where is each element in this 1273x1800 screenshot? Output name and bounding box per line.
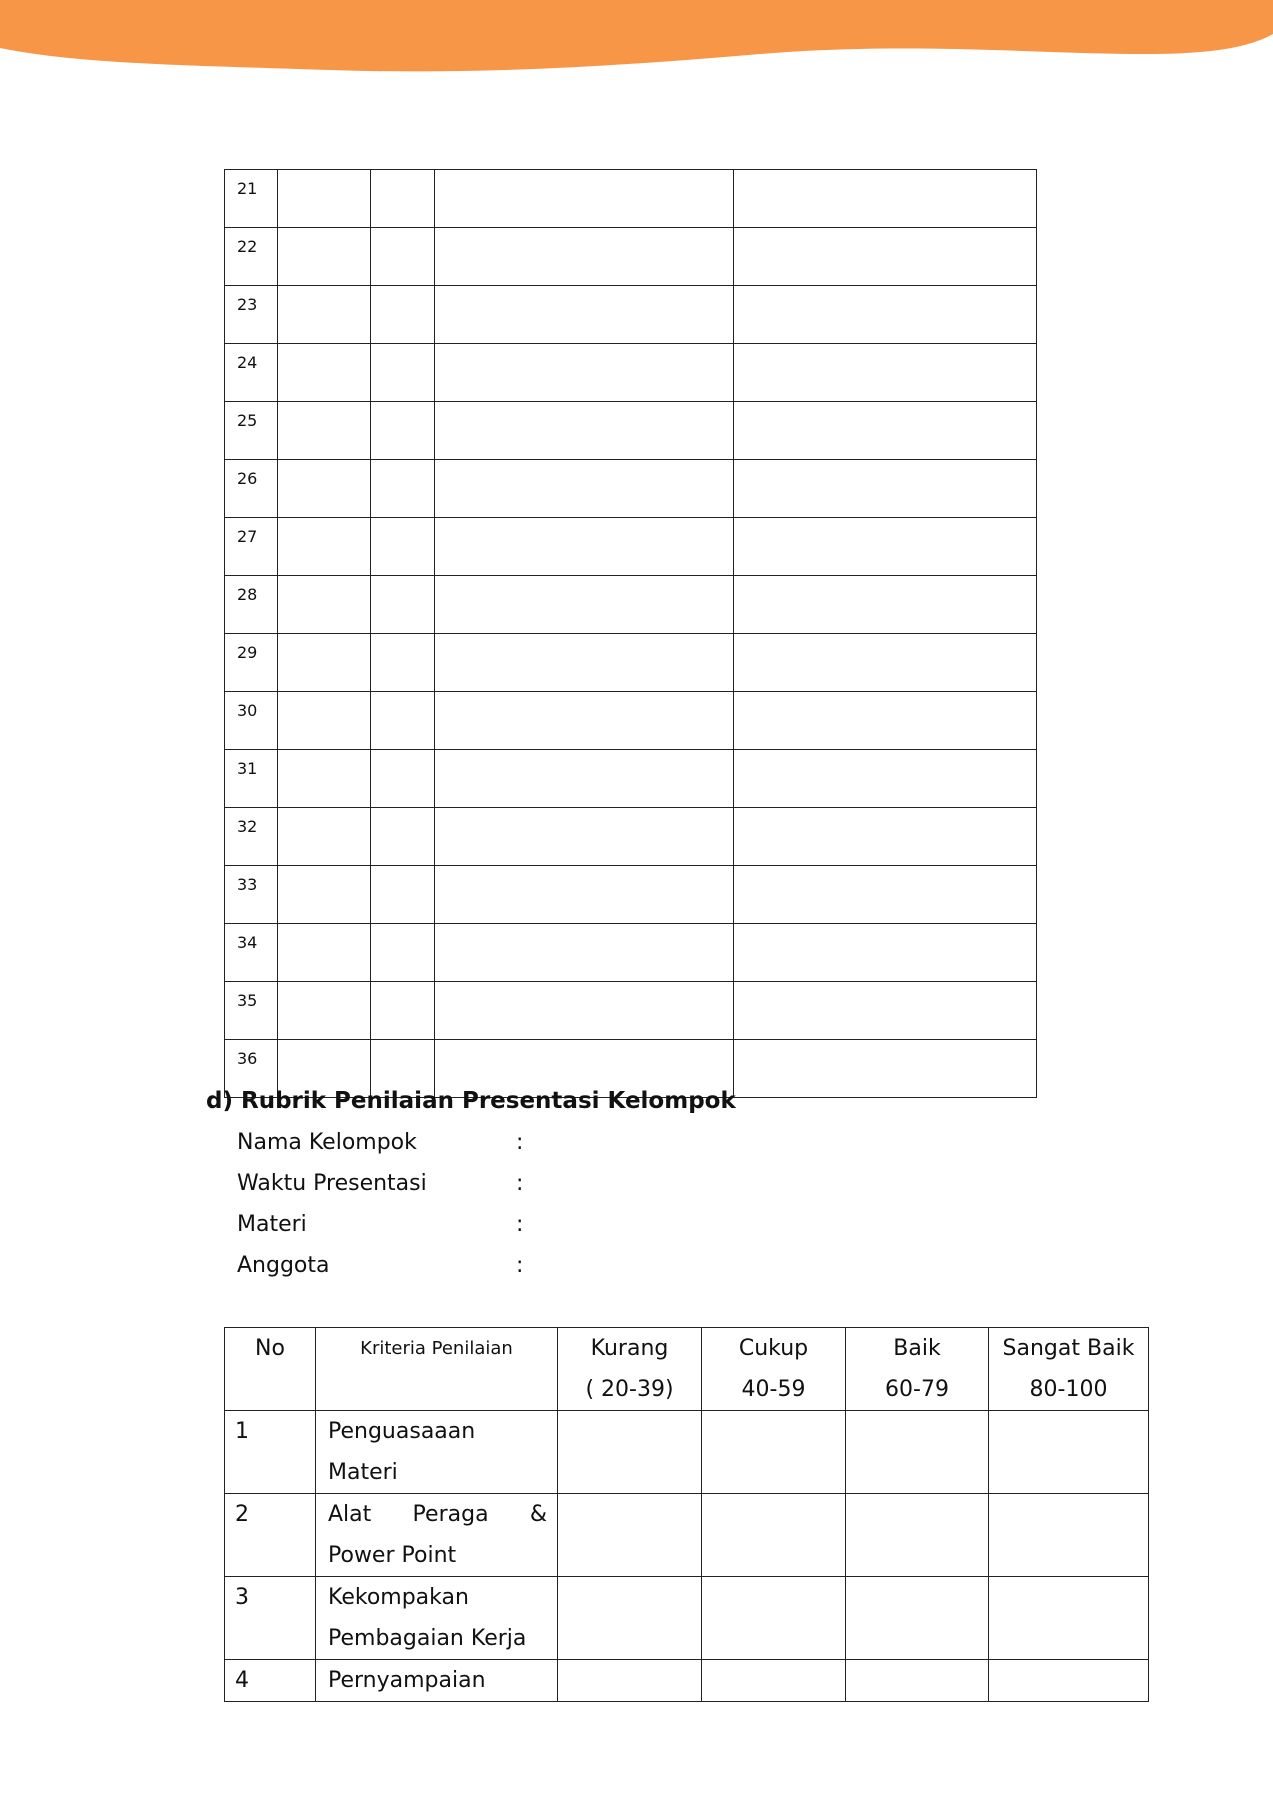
empty-cell[interactable]	[435, 460, 734, 518]
row-number: 35	[225, 982, 278, 1040]
row-number: 27	[225, 518, 278, 576]
header-cukup: Cukup 40-59	[702, 1328, 846, 1411]
empty-cell[interactable]	[278, 344, 371, 402]
field-label-nama-kelompok: Nama Kelompok	[237, 1130, 417, 1155]
table-row	[225, 866, 1037, 924]
empty-cell[interactable]	[278, 170, 371, 228]
score-cell-sangat-baik[interactable]	[989, 1577, 1149, 1660]
criteria-cell: Kekompakan Pembagaian Kerja	[316, 1577, 558, 1660]
table-row	[225, 634, 1037, 692]
empty-cell[interactable]	[371, 402, 435, 460]
rubric-table	[224, 1327, 1149, 1702]
score-cell-kurang[interactable]	[558, 1577, 702, 1660]
table-row	[225, 170, 1037, 228]
table-row	[225, 982, 1037, 1040]
table-row	[225, 344, 1037, 402]
empty-cell[interactable]	[371, 228, 435, 286]
empty-cell[interactable]	[371, 692, 435, 750]
empty-cell[interactable]	[371, 808, 435, 866]
empty-cell[interactable]	[435, 518, 734, 576]
empty-cell[interactable]	[435, 692, 734, 750]
empty-cell[interactable]	[734, 576, 1037, 634]
score-cell-sangat-baik[interactable]	[989, 1494, 1149, 1577]
criteria-cell: Alat Peraga & Power Point	[316, 1494, 558, 1577]
score-cell-baik[interactable]	[846, 1411, 989, 1494]
empty-cell[interactable]	[371, 982, 435, 1040]
row-number: 3	[225, 1577, 316, 1660]
rubric-row	[225, 1494, 1149, 1577]
empty-cell[interactable]	[371, 460, 435, 518]
empty-cell[interactable]	[734, 518, 1037, 576]
score-cell-baik[interactable]	[846, 1494, 989, 1577]
header-no: No	[225, 1328, 316, 1411]
field-colon: :	[516, 1171, 524, 1196]
empty-cell[interactable]	[435, 286, 734, 344]
row-number: 2	[225, 1494, 316, 1577]
empty-cell[interactable]	[371, 518, 435, 576]
rubric-row	[225, 1411, 1149, 1494]
empty-cell[interactable]	[278, 692, 371, 750]
header-baik: Baik 60-79	[846, 1328, 989, 1411]
criteria-cell: Pernyampaian	[316, 1660, 558, 1702]
row-number: 21	[225, 170, 278, 228]
score-cell-kurang[interactable]	[558, 1494, 702, 1577]
empty-cell[interactable]	[371, 344, 435, 402]
empty-cell[interactable]	[734, 924, 1037, 982]
empty-cell[interactable]	[435, 866, 734, 924]
empty-cell[interactable]	[734, 402, 1037, 460]
score-cell-kurang[interactable]	[558, 1411, 702, 1494]
score-cell-cukup[interactable]	[702, 1577, 846, 1660]
empty-cell[interactable]	[734, 808, 1037, 866]
empty-cell[interactable]	[435, 924, 734, 982]
empty-cell[interactable]	[371, 924, 435, 982]
header-sangat-baik: Sangat Baik 80-100	[989, 1328, 1149, 1411]
row-number: 30	[225, 692, 278, 750]
table-row	[225, 924, 1037, 982]
row-number: 29	[225, 634, 278, 692]
row-number: 4	[225, 1660, 316, 1702]
score-cell-cukup[interactable]	[702, 1411, 846, 1494]
empty-cell[interactable]	[435, 982, 734, 1040]
table-row	[225, 460, 1037, 518]
row-number: 23	[225, 286, 278, 344]
empty-cell[interactable]	[278, 808, 371, 866]
empty-cell[interactable]	[734, 750, 1037, 808]
empty-cell[interactable]	[278, 402, 371, 460]
empty-cell[interactable]	[278, 518, 371, 576]
empty-cell[interactable]	[734, 344, 1037, 402]
row-number: 31	[225, 750, 278, 808]
field-colon: :	[516, 1212, 524, 1237]
field-colon: :	[516, 1130, 524, 1155]
score-cell-sangat-baik[interactable]	[989, 1660, 1149, 1702]
table-row	[225, 286, 1037, 344]
table-row	[225, 692, 1037, 750]
empty-cell[interactable]	[734, 460, 1037, 518]
rubric-row	[225, 1660, 1149, 1702]
empty-cell[interactable]	[278, 286, 371, 344]
criteria-cell: Penguasaaan Materi	[316, 1411, 558, 1494]
score-cell-kurang[interactable]	[558, 1660, 702, 1702]
table-row	[225, 518, 1037, 576]
empty-cell[interactable]	[734, 866, 1037, 924]
empty-cell[interactable]	[435, 170, 734, 228]
table-row	[225, 576, 1037, 634]
header-wave-decoration	[0, 0, 1273, 80]
empty-cell[interactable]	[734, 228, 1037, 286]
empty-cell[interactable]	[435, 228, 734, 286]
empty-cell[interactable]	[435, 344, 734, 402]
student-table	[224, 169, 1037, 1098]
empty-cell[interactable]	[371, 170, 435, 228]
field-label-anggota: Anggota	[237, 1253, 330, 1278]
empty-cell[interactable]	[278, 634, 371, 692]
score-cell-sangat-baik[interactable]	[989, 1411, 1149, 1494]
header-kriteria: Kriteria Penilaian	[316, 1328, 558, 1411]
empty-cell[interactable]	[734, 286, 1037, 344]
empty-cell[interactable]	[734, 170, 1037, 228]
row-number: 32	[225, 808, 278, 866]
empty-cell[interactable]	[278, 228, 371, 286]
header-kurang: Kurang ( 20-39)	[558, 1328, 702, 1411]
empty-cell[interactable]	[278, 576, 371, 634]
empty-cell[interactable]	[734, 634, 1037, 692]
row-number: 26	[225, 460, 278, 518]
score-cell-baik[interactable]	[846, 1660, 989, 1702]
empty-cell[interactable]	[278, 982, 371, 1040]
table-row	[225, 750, 1037, 808]
empty-cell[interactable]	[278, 750, 371, 808]
empty-cell[interactable]	[278, 460, 371, 518]
empty-cell[interactable]	[435, 576, 734, 634]
row-number: 36	[225, 1040, 278, 1098]
field-label-waktu-presentasi: Waktu Presentasi	[237, 1171, 427, 1196]
empty-cell[interactable]	[371, 576, 435, 634]
field-colon: :	[516, 1253, 524, 1278]
rubric-row	[225, 1577, 1149, 1660]
empty-cell[interactable]	[734, 1040, 1037, 1098]
score-cell-cukup[interactable]	[702, 1494, 846, 1577]
score-cell-cukup[interactable]	[702, 1660, 846, 1702]
score-cell-baik[interactable]	[846, 1577, 989, 1660]
empty-cell[interactable]	[278, 866, 371, 924]
row-number: 33	[225, 866, 278, 924]
section-heading: d) Rubrik Penilaian Presentasi Kelompok	[206, 1088, 736, 1114]
empty-cell[interactable]	[734, 692, 1037, 750]
table-row	[225, 808, 1037, 866]
table-row	[225, 402, 1037, 460]
field-label-materi: Materi	[237, 1212, 307, 1237]
empty-cell[interactable]	[371, 866, 435, 924]
empty-cell[interactable]	[435, 750, 734, 808]
table-row	[225, 228, 1037, 286]
row-number: 1	[225, 1411, 316, 1494]
empty-cell[interactable]	[371, 750, 435, 808]
row-number: 28	[225, 576, 278, 634]
empty-cell[interactable]	[435, 634, 734, 692]
empty-cell[interactable]	[371, 634, 435, 692]
row-number: 24	[225, 344, 278, 402]
row-number: 34	[225, 924, 278, 982]
empty-cell[interactable]	[278, 924, 371, 982]
row-number: 22	[225, 228, 278, 286]
row-number: 25	[225, 402, 278, 460]
empty-cell[interactable]	[734, 982, 1037, 1040]
empty-cell[interactable]	[435, 402, 734, 460]
rubric-header-row	[225, 1328, 1149, 1411]
empty-cell[interactable]	[435, 808, 734, 866]
empty-cell[interactable]	[371, 286, 435, 344]
